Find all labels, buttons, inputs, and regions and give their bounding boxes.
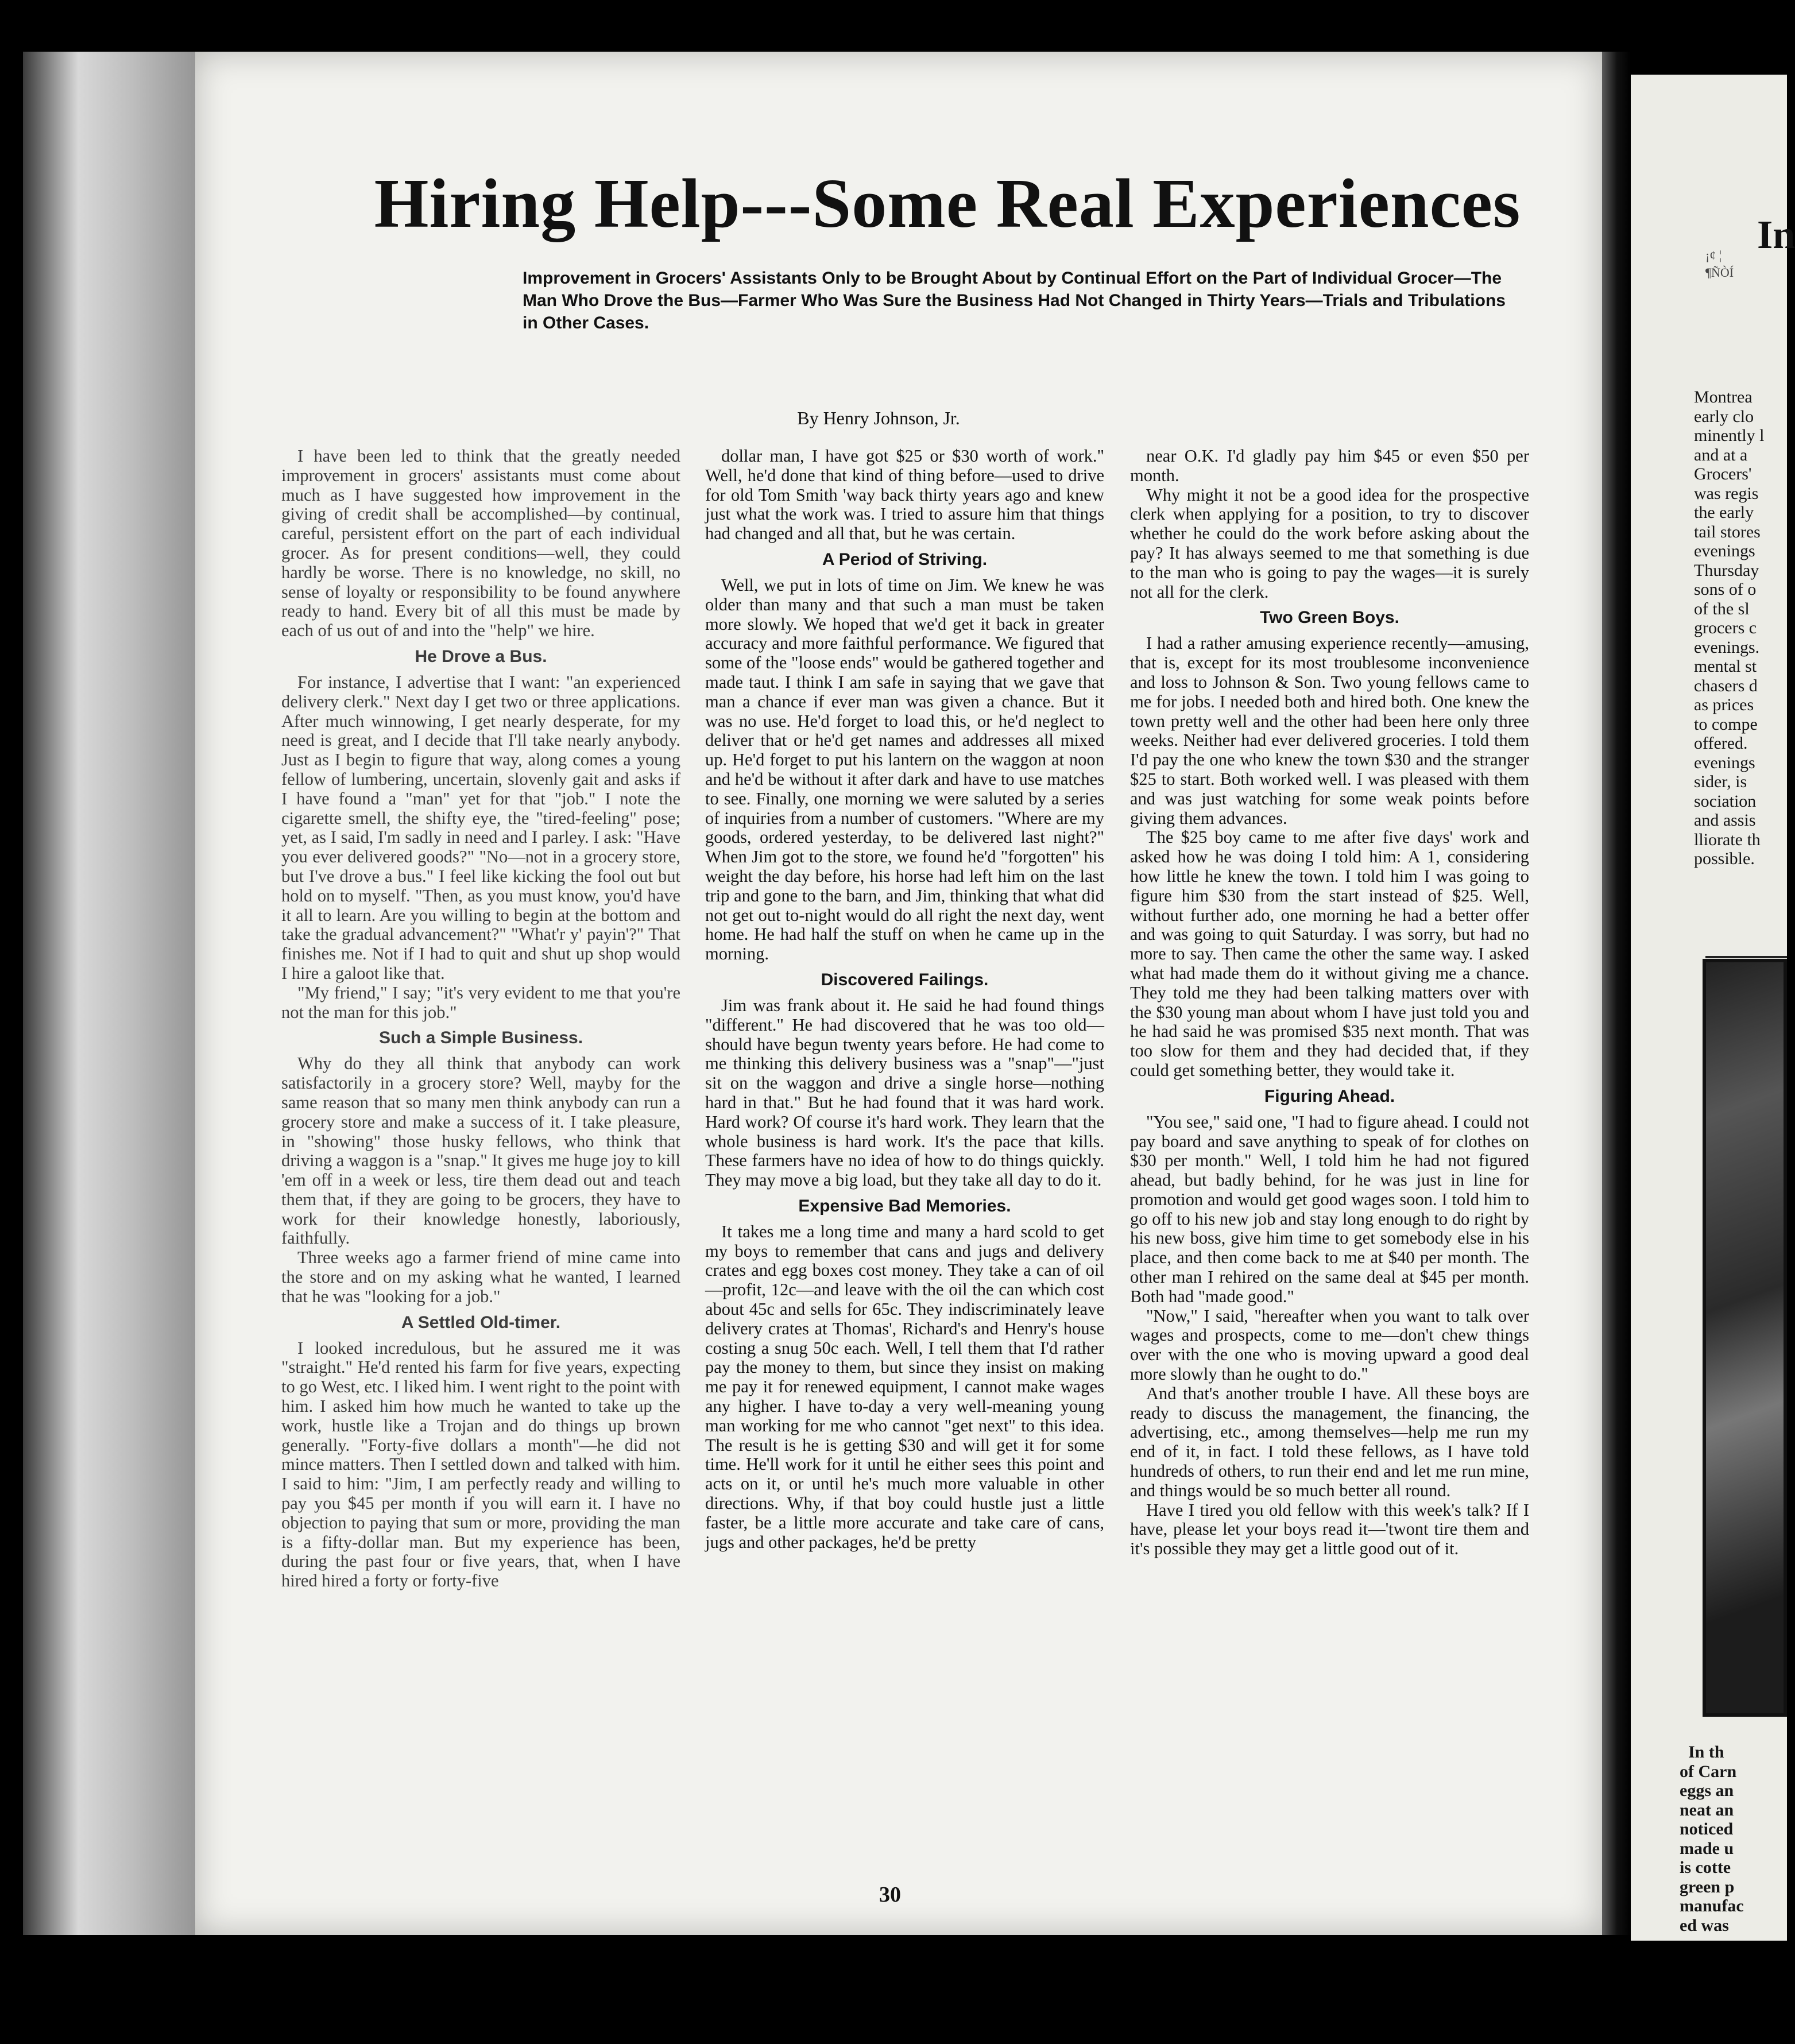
subheading: Discovered Failings. bbox=[821, 970, 989, 989]
facing-page-fragment bbox=[1631, 75, 1795, 1941]
article-byline: By Henry Johnson, Jr. bbox=[797, 408, 960, 428]
article-title: Hiring Help---Some Real Experiences bbox=[374, 165, 1521, 242]
paragraph: near O.K. I'd gladly pay him $45 or even $50 per month. bbox=[1130, 446, 1529, 485]
paragraph: Why do they all think that anybody can work satisfactorily in a grocery store? Well, mayby for the same reason that so many men think anybody can run a grocery store and make a success of it. I take pleasure, in "showing" those husky fellows, who think that driving a waggon is a "snap." It gives me huge joy to kill 'em off in a week or less, tire them dead out and teach them that, if they are going to be grocers, they have to work for their knowledge honestly, laboriously, faithfully. bbox=[281, 1054, 680, 1248]
text-column-3 bbox=[1130, 447, 1529, 1559]
subheading: He Drove a Bus. bbox=[415, 647, 547, 666]
paragraph: Three weeks ago a farmer friend of mine came into the store and on my asking what he wanted, I learned that he was "looking for a job." bbox=[281, 1248, 680, 1306]
paragraph: Why might it not be a good idea for the prospective clerk when applying for a position, to try to discover whether he could do the work before asking about the pay? It has always seemed to me that something is due to the man who is going to pay the wages—it is surely not all for the clerk. bbox=[1130, 485, 1529, 602]
paragraph: And that's another trouble I have. All these boys are ready to discuss the management, the financing, the advertising, etc., among themselves—help me run my end of it, in fact. I told these fellows, as I have told hundreds of others, to run their end and let me run mine, and things would be so much better all round. bbox=[1130, 1383, 1529, 1500]
paragraph: I looked incredulous, but he assured me it was "straight." He'd rented his farm for five years, expecting to go West, etc. I liked him. I went right to the point with him. I asked him how much he wanted to take up the work, hustle like a Trojan and do things up brown generally. "Forty-five dollars a month"—he did not mince matters. Then I settled down and talked with him. I said to him: "Jim, I am perfectly ready and willing to pay you $45 per month if you will earn it. I have no objection to paying that sum or more, providing the man is a fifty-dollar man. But my experience has been, during the past four or five years, that, when I have hired hired a forty or forty-five bbox=[281, 1338, 680, 1591]
paragraph: Well, we put in lots of time on Jim. We knew he was older than many and that such a man must be taken more slowly. We hoped that we'd get it back in greater accuracy and more faithful performance. We figured that some of the "loose ends" would be gathered together and made taut. I think I am safe in saying that we gave that man a chance if ever man was given a chance. But it was no use. He'd forget to load this, or he'd neglect to deliver that or he'd get names and addresses all mixed up. He'd forget to put his lantern on the waggon at noon and he'd be without it after dark and have to use matches to see. Finally, one morning we were saluted by a series of inquiries from a number of customers. "Where are my goods, ordered yesterday, to be delivered last night?" When Jim got to the store, we found he'd "forgotten" his weight the day before, his horse had left him on the last trip and gone to the barn, and Jim, thinking that what did not get out to-night would do all right the next day, went home. He had half the stuff on when he came up in the morning. bbox=[705, 575, 1104, 964]
bound-page-stack bbox=[23, 52, 207, 1935]
paragraph: I have been led to think that the greatly needed improvement in grocers' assistants must come about much as I have suggested how improvement in the giving of credit shall be accomplished—by continual, careful, persistent effort on the part of each individual grocer. As for present conditions—well, they could hardly be worse. There is no knowledge, no skill, no sense of loyalty or responsibility to be found anywhere ready to hand. Every bit of all this must be made by each of us out of and into the "help" we hire. bbox=[281, 446, 680, 641]
divider bbox=[1705, 956, 1787, 958]
page-number: 30 bbox=[879, 1883, 901, 1907]
facing-page-caption-text: In th of Carn eggs an neat an noticed made u is cotte green p manufac ed was bbox=[1680, 1743, 1744, 1935]
article-deck: Improvement in Grocers' Assistants Only to be Brought About by Continual Effort on the Part of Individual Grocer—The Man Who Drove the Bus—Farmer Who Was Sure the Business Had Not Changed in Thirty Years—Trials and Tribulations in Other Cases. bbox=[523, 269, 1506, 332]
facing-page-marks: ¡¢ ¦ ¶ÑÒÍ bbox=[1705, 248, 1734, 280]
facing-page-photo bbox=[1703, 959, 1787, 1717]
subheading: Expensive Bad Memories. bbox=[798, 1196, 1011, 1215]
paragraph: The $25 boy came to me after five days' work and asked how he was doing I told him: A 1, considering how little he knew the town. I told him I was going to figure him $30 from the start instead of $25. Well, without further ado, one morning he had a better offer and was going to quit Saturday. I was sorry, but had no more to say. Then came the other the same way. I asked what had made them do it without giving me a chance. They told me they had been talking matters over with the $30 young man about whom I have just told you and he had said he was promised $35 next month. That was too slow for them and they had decided that, if they could get something better, they would take it. bbox=[1130, 827, 1529, 1080]
paragraph: Jim was frank about it. He said he had found things "different." He had discovered that he was too old—should have begun twenty years before. He had come to me thinking this delivery business was a "snap"—"just sit on the waggon and drive a single horse—nothing hard in that." But he had found that it was hard work. Hard work? Of course it's hard work. They learn that the whole business is hard work. It's the pace that kills. These farmers have no idea of how to do things quickly. They may move a big load, but they take all day to do it. bbox=[705, 995, 1104, 1190]
subheading: Two Green Boys. bbox=[1260, 608, 1399, 628]
text-column-1 bbox=[281, 447, 680, 1591]
subheading: Such a Simple Business. bbox=[378, 1028, 583, 1048]
paragraph: "My friend," I say; "it's very evident to me that you're not the man for this job." bbox=[281, 982, 680, 1022]
paragraph: For instance, I advertise that I want: "an experienced delivery clerk." Next day I get two or three applications. After much winnowing, I get nearly desperate, for my need is great, and I decide that I'll take nearly anybody. Just as I begin to figure that way, along comes a young fellow of lumbering, uncertain, slovenly gait and asks if I have found a "man" yet for that "job." I note the cigarette smell, the shifty eye, the "tired-feeling" pose; yet, as I said, I'm sadly in need and I parley. I ask: "Have you ever delivered goods?" "No—not in a grocery store, but I've drove a bus." I feel like kicking the fool out but hold on to myself. "Then, as you must know, you'd have it all to learn. Are you willing to begin at the bottom and take the gradual advancement?" "What'r y' payin'?" That finishes me. Not if I had to quit and shut up shop would I hire a galoot like that. bbox=[281, 672, 680, 983]
subheading: A Settled Old-timer. bbox=[401, 1313, 561, 1332]
paragraph: "Now," I said, "hereafter when you want to talk over wages and prospects, come to me—don't chew things over with the one who is moving upward a good deal more slowly than he ought to do." bbox=[1130, 1306, 1529, 1384]
subheading: Figuring Ahead. bbox=[1264, 1086, 1395, 1106]
subheading: A Period of Striving. bbox=[822, 549, 988, 569]
paragraph: dollar man, I have got $25 or $30 worth of work." Well, he'd done that kind of thing before—used to drive for old Tom Smith 'way back thirty years ago and knew just what the work was. I tried to assure him that things had changed and all that, but he was certain. bbox=[705, 446, 1104, 544]
paragraph: "You see," said one, "I had to figure ahead. I could not pay board and save anything to speak of for clothes on $30 per month." Well, I told him he had not figured ahead, but badly behind, for he was just in line for promotion and would get good wages soon. I told him to go off to his new job and stay long enough to do right by his new boss, give him time to get somebody else in his place, and then come back to me at $40 per month. The other man I rehired on the same deal at $45 per month. Both had "made good." bbox=[1130, 1112, 1529, 1306]
text-column-2 bbox=[705, 447, 1104, 1552]
paragraph: I had a rather amusing experience recently—amusing, that is, except for its most troublesome inconvenience and loss to Johnson & Son. Two young fellows came to me for jobs. I needed both and hired both. One knew the town pretty well and the other had been here only three weeks. Neither had ever delivered groceries. I told them I'd pay the one who knew the town $30 and the stranger $25 to start. Both worked well. I was pleased with them and was just watching for some weak points before giving them advances. bbox=[1130, 633, 1529, 828]
magazine-page bbox=[195, 52, 1602, 1935]
paragraph: It takes me a long time and many a hard scold to get my boys to remember that cans and jugs and delivery crates and egg boxes cost money. They take a can of oil—profit, 12c—and leave with the oil the can which cost about 45c and sells for 65c. They indiscriminately leave delivery crates at Thomas', Richard's and Henry's house costing a snug 50c each. Well, I tell them that I'd rather pay the money to them, but since they insist on making me pay it for renewed equipment, I cannot make wages any higher. I have to-day a very well-meaning young man working for me who cannot "get next" to this idea. The result is he is getting $30 and will get it for some time. He'll work for it until he either sees this point and acts on it, or until he's much more valuable in other directions. Why, if that boy could hustle just a little faster, be a little more accurate and take care of cans, jugs and other packages, he'd be pretty bbox=[705, 1221, 1104, 1552]
facing-page-column-text: Montrea early clo minently l and at a Grocers' was regis the early tail stores evenings Thursday sons of o of the sl grocers c evenings. mental st chasers d as prices to compe offered. evenings sider, is sociation and assis lliorate th possible. bbox=[1694, 388, 1765, 868]
facing-page-heading: In bbox=[1757, 213, 1795, 257]
paragraph: Have I tired you old fellow with this week's talk? If I have, please let your boys read it—'twont tire them and it's possible they may get a little good out of it. bbox=[1130, 1500, 1529, 1559]
